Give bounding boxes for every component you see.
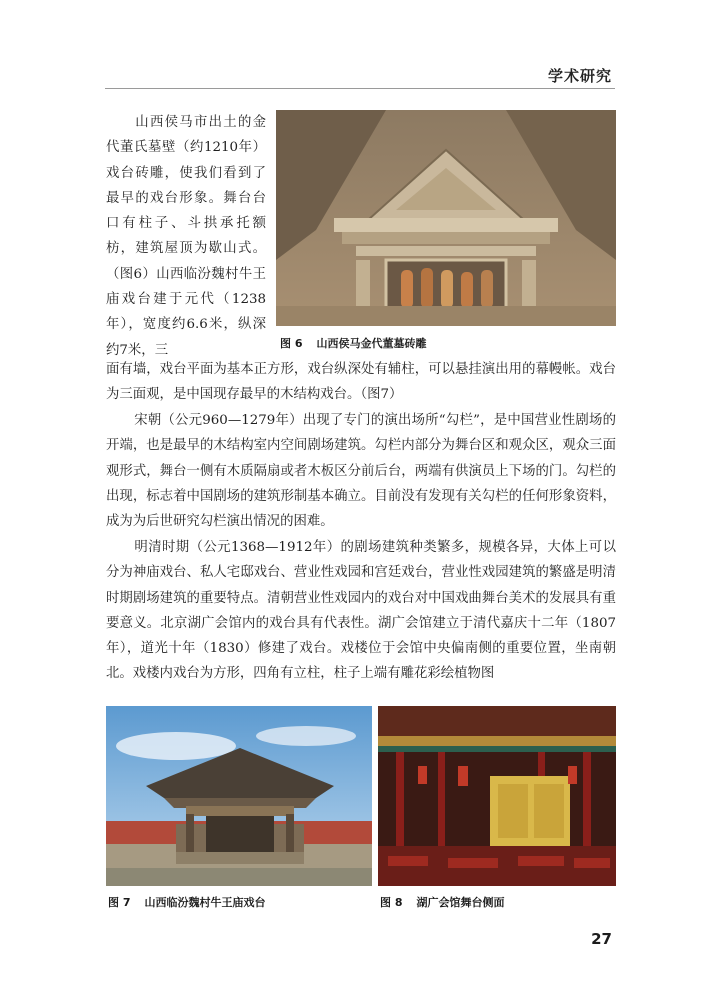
figure-7-temple-stage-photo	[106, 706, 372, 886]
figure-7-caption: 图 7 山西临汾魏村牛王庙戏台	[108, 896, 266, 909]
figure-8-caption: 图 8 湖广会馆舞台侧面	[380, 896, 505, 909]
figure-6-caption: 图 6 山西侯马金代董墓砖雕	[280, 337, 427, 350]
section-title: 学术研究	[547, 67, 612, 85]
paragraph-3: 明清时期（公元1368—1912年）的剧场建筑种类繁多，规模各异，大体上可以分为神庙戏台、私人宅邸戏台、营业性戏园和宫廷戏台，营业性戏园建筑的繁盛是明清时期剧场建筑的重要特点。清朝营业性戏园内的戏台对中国戏曲舞台美术的发展具有重要意义。北京湖广会馆内的戏台具有代表性。湖广会馆建立于清代嘉庆十二年（1807年），道光十年（1830）修建了戏台。戏楼位于会馆中央偏南侧的重要位置，坐南朝北。戏楼内戏台为方形，四角有立柱，柱子上端有雕花彩绘植物图	[106, 540, 616, 682]
header-divider	[105, 88, 615, 89]
figure-8-guild-hall-stage-photo	[378, 706, 616, 886]
paragraph-1-wrap: 山西侯马市出土的金代董氏墓壁（约1210年）戏台砖雕，使我们看到了最早的戏台形象。舞台台口有柱子、斗拱承托额枋，建筑屋顶为歇山式。（图6）山西临汾魏村牛王庙戏台建于元代（1238年），宽度约6.6米，纵深约7米，三	[106, 115, 266, 358]
page-number: 27	[591, 930, 612, 948]
paragraph-1-continued: 面有墙，戏台平面为基本正方形，戏台纵深处有辅柱，可以悬挂演出用的幕幔帐。戏台为三面观，是中国现存最早的木结构戏台。（图7）	[106, 362, 616, 403]
figure-6-brick-carving-photo	[276, 110, 616, 326]
paragraph-2: 宋朝（公元960—1279年）出现了专门的演出场所“勾栏”，是中国营业性剧场的开端，也是最早的木结构室内空间剧场建筑。勾栏内部分为舞台区和观众区，观众三面观形式，舞台一侧有木质隔扇或者木板区分前后台，两端有供演员上下场的门。勾栏的出现，标志着中国剧场的建筑形制基本确立。目前没有发现有关勾栏的任何形象资料，成为为后世研究勾栏演出情况的困难。	[106, 413, 616, 530]
